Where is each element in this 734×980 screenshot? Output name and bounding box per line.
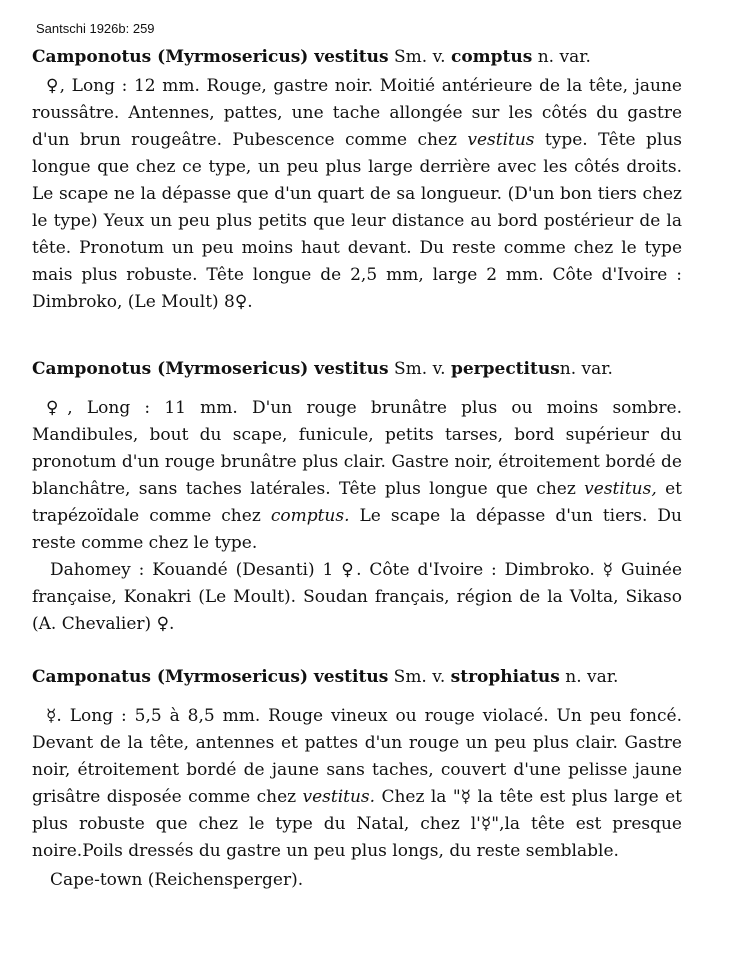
genus-name: Camponotus (Myrmosericus) vestitus — [32, 47, 389, 67]
status-label: n. var. — [559, 667, 619, 687]
author-abbrev: Sm. v. — [388, 667, 451, 687]
italic-taxon: vestitus — [467, 130, 535, 150]
variety-name: comptus — [450, 47, 533, 67]
status-label: n. var. — [559, 359, 613, 379]
author-abbrev: Sm. v. — [388, 359, 451, 379]
entry-heading — [32, 358, 682, 380]
locality-paragraph: Cape-town (Reichensperger). — [50, 870, 304, 890]
description-paragraph: ♀, Long : 12 mm. Rouge, gastre noir. Moitié antérieure de la tête, jaune roussâtre. Antennes, pattes, une tache allongée sur les côtés du gastre d'un brun rougeâtre. Pubescence comme chez vestitus type. Tête plus longue que chez ce type, un peu plus large derrière avec les côtés droits. Le scape ne la dépasse que d'un quart de sa longueur. (D'un bon tiers chez le type) Yeux un peu plus petits que leur distance au bord postérieur de la tête. Pronotum un peu moins haut devant. Du reste comme chez le type mais plus robuste. Tête longue de 2,5 mm, large 2 mm. Côte d'Ivoire : Dimbroko, (Le Moult) 8♀. — [32, 76, 682, 312]
citation-label: Santschi 1926b: 259 — [36, 21, 155, 36]
author-abbrev: Sm. v. — [388, 47, 451, 67]
variety-name: strophiatus — [450, 667, 560, 687]
description-paragraph: ♀, Long : 11 mm. D'un rouge brunâtre plus ou moins sombre. Mandibules, bout du scape, funicule, petits tarses, bord supérieur du pronotum d'un rouge brunâtre plus clair. Gastre noir, étroitement bordé de blanchâtre, sans taches latérales. Tête plus longue que chez vestitus, et trapézoïdale comme chez comptus. Le scape la dépasse d'un tiers. Du reste comme chez le type. — [32, 398, 683, 553]
description-paragraph: ☿. Long : 5,5 à 8,5 mm. Rouge vineux ou rouge violacé. Un peu foncé. Devant de la tête, antennes et pattes d'un rouge un peu plus clair. Gastre noir, étroitement bordé de jaune sans taches, couvert d'une pelisse jaune grisâtre disposée comme chez vestitus. Chez la "☿ la tête est plus large et plus robuste que chez le type du Natal, chez l'☿",la tête est presque noire.Poils dressés du gastre un peu plus longs, du reste semblable. — [32, 706, 682, 861]
italic-taxon: vestitus, — [584, 479, 657, 499]
entry-strophiatus — [32, 666, 682, 894]
entry-comptus — [32, 46, 682, 316]
entry-perpectitus — [32, 358, 682, 638]
genus-name: Camponotus (Myrmosericus) vestitus — [32, 359, 389, 379]
italic-taxon: comptus. — [270, 506, 350, 526]
variety-name: perpectitus — [450, 359, 560, 379]
entry-heading — [32, 46, 682, 68]
genus-name: Camponatus (Myrmosericus) vestitus — [32, 667, 389, 687]
entry-heading — [32, 666, 682, 688]
status-label: n. var. — [532, 47, 591, 67]
locality-paragraph: Dahomey : Kouandé (Desanti) 1 ♀. Côte d'Ivoire : Dimbroko. ☿ Guinée française, Konakri (Le Moult). Soudan français, région de la Volta, Sikaso (A. Chevalier) ♀. — [32, 560, 682, 634]
italic-taxon: vestitus. — [302, 787, 376, 807]
